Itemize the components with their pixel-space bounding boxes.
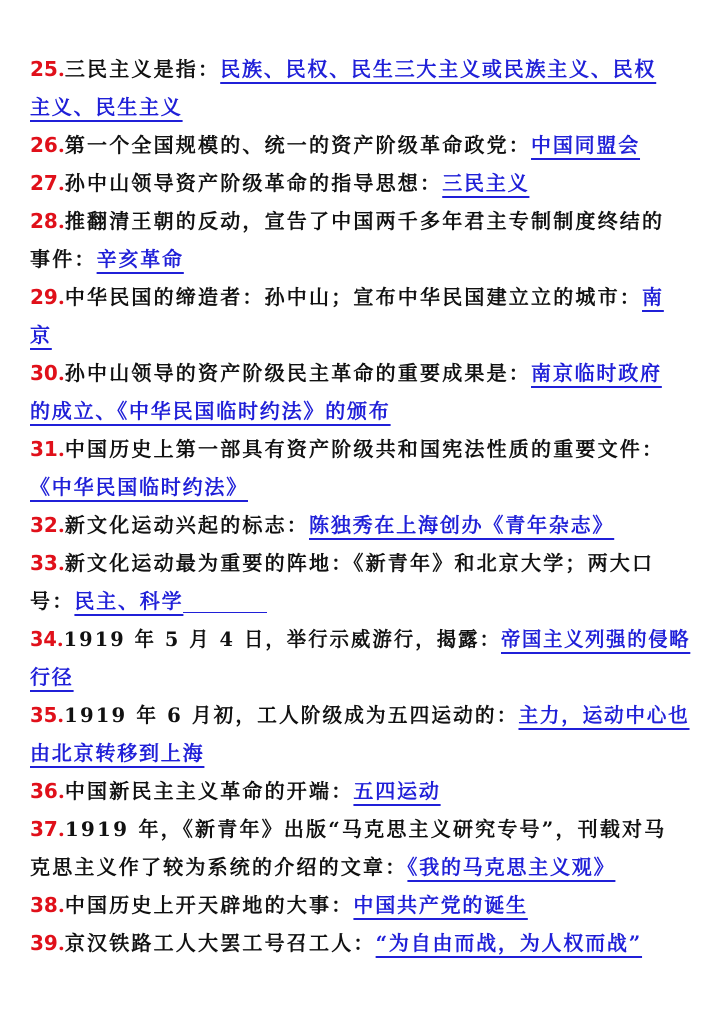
answer-text: 主义、民生主义: [30, 95, 183, 119]
item-line: [30, 928, 642, 958]
answer-text: 由北京转移到上海: [30, 741, 205, 765]
question-text: 事件：: [30, 247, 97, 271]
item-line: [30, 814, 666, 844]
item-number: 25: [30, 57, 58, 81]
item-dot: .: [57, 817, 65, 841]
item-dot: .: [57, 285, 65, 309]
question-text: 新文化运动兴起的标志：: [64, 513, 310, 537]
item-dot: .: [57, 931, 65, 955]
item-line: [30, 358, 662, 388]
item-number: 35: [30, 703, 58, 727]
question-text: 孙中山领导的资产阶级民主革命的重要成果是：: [64, 361, 532, 385]
question-text: 第一个全国规模的、统一的资产阶级革命政党：: [64, 133, 532, 157]
item-number: 29: [30, 285, 58, 309]
item-dot: .: [57, 171, 65, 195]
question-text: 京汉铁路工人大罢工号召工人：: [64, 931, 376, 955]
item-dot: .: [57, 209, 65, 233]
item-number: 27: [30, 171, 58, 195]
answer-text: 京: [30, 323, 52, 347]
item-dot: .: [56, 627, 64, 651]
question-text: 新文化运动最为重要的阵地：《新青年》和北京大学；两大口: [64, 551, 655, 575]
item-dot: .: [57, 513, 65, 537]
item-number: 38: [30, 893, 58, 917]
question-text: 中国历史上开天辟地的大事：: [64, 893, 354, 917]
question-text: 1919 年，《新青年》出版“马克思主义研究专号”，刊载对马: [64, 817, 667, 841]
item-number: 39: [30, 931, 58, 955]
answer-text: 的成立、《中华民国临时约法》的颁布: [30, 399, 391, 423]
answer-text: 行径: [30, 665, 74, 689]
item-line: [30, 54, 656, 84]
question-text: 孙中山领导资产阶级革命的指导思想：: [64, 171, 443, 195]
answer-text: 三民主义: [442, 171, 530, 195]
item-dot: .: [57, 361, 65, 385]
item-line: [30, 396, 391, 426]
question-text: 1919 年 5 月 4 日，举行示威游行，揭露：: [63, 627, 501, 651]
answer-text: 民主、科学: [74, 589, 184, 613]
item-line: [30, 662, 74, 692]
answer-text: 帝国主义列强的侵略: [500, 627, 691, 651]
item-line: [30, 92, 183, 122]
answer-text: 南: [642, 285, 664, 309]
item-number: 34: [30, 627, 57, 651]
answer-text: 中国同盟会: [531, 133, 641, 157]
item-dot: .: [57, 779, 65, 803]
answer-text: 南京临时政府: [531, 361, 662, 385]
answer-text: 辛亥革命: [96, 247, 184, 271]
item-number: 30: [30, 361, 58, 385]
answer-text: 《中华民国临时约法》: [30, 475, 248, 499]
question-text: 1919 年 6 月初，工人阶级成为五四运动的：: [64, 703, 519, 727]
item-line: [30, 624, 690, 654]
question-text: 中国历史上第一部具有资产阶级共和国宪法性质的重要文件：: [64, 437, 665, 461]
answer-text: 中国共产党的诞生: [353, 893, 528, 917]
item-line: [30, 776, 441, 806]
item-line: [30, 434, 664, 464]
answer-text: 《我的马克思主义观》: [407, 855, 616, 879]
item-line: [30, 130, 640, 160]
item-line: [30, 890, 528, 920]
item-number: 26: [30, 133, 58, 157]
answer-text: 陈独秀在上海创办《青年杂志》: [309, 513, 615, 537]
question-text: 克思主义作了较为系统的介绍的文章：: [30, 855, 408, 879]
item-number: 32: [30, 513, 58, 537]
item-line: [30, 738, 204, 768]
item-number: 33: [30, 551, 58, 575]
answer-text: 五四运动: [353, 779, 441, 803]
answer-text: “为自由而战，为人权而战”: [375, 931, 643, 955]
item-dot: .: [57, 703, 65, 727]
item-line: [30, 320, 52, 350]
item-line: [30, 586, 267, 616]
item-number: 28: [30, 209, 58, 233]
item-line: [30, 852, 615, 882]
item-number: 31: [30, 437, 58, 461]
item-number: 36: [30, 779, 58, 803]
item-line: [30, 206, 664, 236]
question-text: 中华民国的缔造者：孙中山；宣布中华民国建立立的城市：: [64, 285, 643, 309]
item-line: [30, 510, 614, 540]
item-dot: .: [57, 57, 65, 81]
item-dot: .: [57, 133, 65, 157]
item-line: [30, 700, 690, 730]
item-line: [30, 548, 654, 578]
question-text: 号：: [30, 589, 75, 613]
item-line: [30, 282, 664, 312]
answer-text: 民族、民权、民生三大主义或民族主义、民权: [220, 57, 657, 81]
answer-blank-line: [183, 586, 267, 613]
question-text: 推翻清王朝的反动，宣告了中国两千多年君主专制制度终结的: [64, 209, 665, 233]
item-line: [30, 168, 529, 198]
item-dot: .: [57, 893, 65, 917]
question-text: 中国新民主主义革命的开端：: [64, 779, 354, 803]
item-dot: .: [57, 551, 65, 575]
question-text: 三民主义是指：: [64, 57, 221, 81]
item-line: [30, 472, 248, 502]
answer-text: 主力，运动中心也: [518, 703, 690, 727]
item-line: [30, 244, 184, 274]
item-dot: .: [57, 437, 65, 461]
item-number: 37: [30, 817, 58, 841]
